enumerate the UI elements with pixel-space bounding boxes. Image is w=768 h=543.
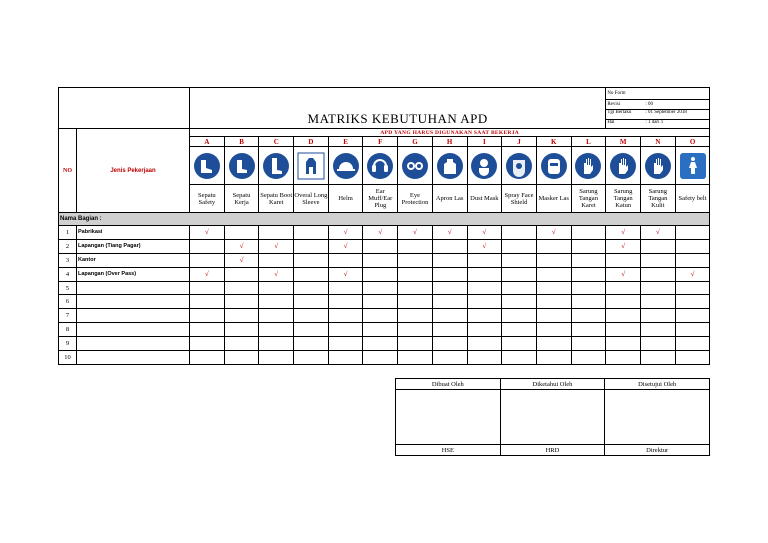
check-cell: √ xyxy=(398,226,433,240)
check-cell xyxy=(641,253,676,267)
check-cell xyxy=(294,239,329,253)
check-cell xyxy=(294,281,329,295)
row-number: 10 xyxy=(59,351,77,365)
check-cell xyxy=(675,337,710,351)
check-cell xyxy=(398,253,433,267)
check-cell xyxy=(502,337,537,351)
table-row xyxy=(59,226,710,240)
icon-cell xyxy=(190,147,225,185)
job-name: Pabrikasi xyxy=(77,226,190,240)
check-cell xyxy=(328,253,363,267)
check-cell xyxy=(398,323,433,337)
check-cell xyxy=(536,295,571,309)
check-cell xyxy=(536,337,571,351)
check-cell xyxy=(675,351,710,365)
check-cell xyxy=(259,281,294,295)
check-cell xyxy=(502,281,537,295)
check-cell xyxy=(467,309,502,323)
check-cell xyxy=(467,337,502,351)
meta-label: Revisi xyxy=(607,102,621,107)
signature-space xyxy=(605,390,710,445)
column-letter: D xyxy=(294,137,329,147)
check-cell xyxy=(294,323,329,337)
job-name xyxy=(77,351,190,365)
check-cell xyxy=(398,309,433,323)
check-cell xyxy=(224,309,259,323)
column-letter: J xyxy=(502,137,537,147)
check-cell xyxy=(675,309,710,323)
icon-cell xyxy=(675,147,710,185)
table-row xyxy=(59,337,710,351)
section-label: Nama Bagian : xyxy=(59,213,710,226)
signature-space xyxy=(396,390,501,445)
check-cell xyxy=(502,351,537,365)
check-cell xyxy=(606,309,641,323)
check-cell xyxy=(502,309,537,323)
check-cell xyxy=(294,295,329,309)
check-cell xyxy=(675,239,710,253)
rubber-glove-icon xyxy=(573,151,603,181)
check-cell: √ xyxy=(536,226,571,240)
icon-cell xyxy=(606,147,641,185)
row-number: 5 xyxy=(59,281,77,295)
helmet-icon xyxy=(331,151,361,181)
apd-name: Masker Las xyxy=(536,185,571,213)
check-cell xyxy=(641,351,676,365)
icon-cell xyxy=(502,147,537,185)
check-cell xyxy=(641,323,676,337)
check-cell: √ xyxy=(363,226,398,240)
apd-name: Ear Muff/Ear Plug xyxy=(363,185,398,213)
apd-name: Apron Las xyxy=(432,185,467,213)
check-cell xyxy=(432,267,467,281)
no-header: NO xyxy=(59,129,77,213)
table-row xyxy=(59,295,710,309)
check-cell xyxy=(259,323,294,337)
signature-name: HRD xyxy=(500,445,605,456)
check-cell xyxy=(190,351,225,365)
column-letter: G xyxy=(398,137,433,147)
check-cell xyxy=(432,281,467,295)
icon-cell xyxy=(536,147,571,185)
check-cell xyxy=(502,253,537,267)
check-cell xyxy=(224,267,259,281)
meta-value: : 01 September 2018 xyxy=(645,110,687,115)
check-cell: √ xyxy=(467,226,502,240)
check-cell xyxy=(641,309,676,323)
check-cell xyxy=(224,323,259,337)
row-number: 9 xyxy=(59,337,77,351)
check-cell xyxy=(363,253,398,267)
meta-label: Tgl Berlaku xyxy=(607,110,632,115)
check-cell xyxy=(467,351,502,365)
check-cell: √ xyxy=(675,267,710,281)
check-cell xyxy=(363,351,398,365)
work-shoe-icon xyxy=(227,151,257,181)
safety-belt-icon xyxy=(678,151,708,181)
job-name xyxy=(77,323,190,337)
check-cell: √ xyxy=(606,267,641,281)
check-cell xyxy=(571,281,606,295)
check-cell xyxy=(328,295,363,309)
meta-value: : 00 xyxy=(645,102,653,107)
check-cell xyxy=(467,267,502,281)
column-letter: I xyxy=(467,137,502,147)
check-cell: √ xyxy=(606,226,641,240)
check-cell xyxy=(294,337,329,351)
check-cell xyxy=(675,281,710,295)
check-cell xyxy=(190,309,225,323)
check-cell xyxy=(328,281,363,295)
check-cell xyxy=(363,239,398,253)
welding-apron-icon xyxy=(435,151,465,181)
check-cell xyxy=(259,253,294,267)
apd-name: Sarung Tangan Kulit xyxy=(641,185,676,213)
meta-label: Hal xyxy=(607,120,615,125)
check-cell xyxy=(224,281,259,295)
check-cell: √ xyxy=(467,239,502,253)
job-name: Lapangan (Tiang Pagar) xyxy=(77,239,190,253)
check-cell xyxy=(398,281,433,295)
row-number: 8 xyxy=(59,323,77,337)
apd-name: Sepatu Kerja xyxy=(224,185,259,213)
check-cell xyxy=(363,295,398,309)
icon-cell xyxy=(571,147,606,185)
check-cell xyxy=(259,309,294,323)
check-cell xyxy=(432,309,467,323)
meta-row xyxy=(606,100,710,110)
check-cell xyxy=(259,295,294,309)
leather-glove-icon xyxy=(643,151,673,181)
check-cell xyxy=(502,323,537,337)
table-row xyxy=(59,267,710,281)
icon-cell xyxy=(328,147,363,185)
icon-cell xyxy=(294,147,329,185)
cotton-glove-icon xyxy=(608,151,638,181)
signature-name: Direktur xyxy=(605,445,710,456)
check-cell xyxy=(536,351,571,365)
column-letter: E xyxy=(328,137,363,147)
check-cell: √ xyxy=(606,239,641,253)
table-row xyxy=(59,281,710,295)
rubber-boot-icon xyxy=(261,151,291,181)
row-number: 7 xyxy=(59,309,77,323)
check-cell xyxy=(294,309,329,323)
check-cell xyxy=(398,295,433,309)
apd-name: Safety belt xyxy=(675,185,710,213)
meta-row xyxy=(606,110,709,120)
check-cell xyxy=(467,281,502,295)
check-cell xyxy=(328,337,363,351)
welding-mask-icon xyxy=(539,151,569,181)
job-name xyxy=(77,309,190,323)
check-cell xyxy=(259,226,294,240)
icon-cell xyxy=(641,147,676,185)
check-cell xyxy=(190,295,225,309)
job-name xyxy=(77,295,190,309)
apd-name: Helm xyxy=(328,185,363,213)
check-cell xyxy=(536,323,571,337)
job-header: Jenis Pekerjaan xyxy=(77,129,190,213)
column-letter: M xyxy=(606,137,641,147)
check-cell xyxy=(502,267,537,281)
column-letter: O xyxy=(675,137,710,147)
check-cell xyxy=(467,323,502,337)
signature-title: Diketahui Oleh xyxy=(500,379,605,390)
check-cell xyxy=(294,226,329,240)
check-cell xyxy=(641,239,676,253)
check-cell xyxy=(641,281,676,295)
check-cell xyxy=(363,281,398,295)
check-cell xyxy=(398,267,433,281)
check-cell xyxy=(571,267,606,281)
meta-row xyxy=(606,120,709,128)
face-shield-icon xyxy=(504,151,534,181)
check-cell xyxy=(536,309,571,323)
icon-cell xyxy=(398,147,433,185)
icon-cell xyxy=(467,147,502,185)
check-cell xyxy=(398,239,433,253)
check-cell xyxy=(675,253,710,267)
apd-name: Sarung Tangan Karet xyxy=(571,185,606,213)
column-letter: B xyxy=(224,137,259,147)
check-cell xyxy=(398,351,433,365)
check-cell xyxy=(190,323,225,337)
row-number: 3 xyxy=(59,253,77,267)
check-cell xyxy=(467,295,502,309)
apd-subtitle: APD YANG HARUS DIGUNAKAN SAAT BEKERJA xyxy=(190,129,710,137)
apd-matrix-table xyxy=(58,87,710,365)
check-cell xyxy=(259,351,294,365)
column-letter: H xyxy=(432,137,467,147)
check-cell xyxy=(571,253,606,267)
table-row xyxy=(59,323,710,337)
logo-cell xyxy=(59,88,190,129)
apd-name: Overal Long Sleeve xyxy=(294,185,329,213)
check-cell xyxy=(363,267,398,281)
check-cell xyxy=(328,323,363,337)
table-row xyxy=(59,253,710,267)
row-number: 6 xyxy=(59,295,77,309)
ear-muff-icon xyxy=(365,151,395,181)
check-cell: √ xyxy=(259,239,294,253)
page-title: MATRIKS KEBUTUHAN APD xyxy=(190,110,606,129)
check-cell xyxy=(606,337,641,351)
column-letter: A xyxy=(190,137,225,147)
check-cell xyxy=(606,351,641,365)
icon-cell xyxy=(259,147,294,185)
check-cell xyxy=(606,281,641,295)
row-number: 2 xyxy=(59,239,77,253)
check-cell: √ xyxy=(259,267,294,281)
check-cell xyxy=(571,295,606,309)
check-cell xyxy=(571,351,606,365)
check-cell xyxy=(675,226,710,240)
check-cell xyxy=(224,295,259,309)
check-cell xyxy=(432,239,467,253)
check-cell xyxy=(398,337,433,351)
safety-shoe-icon xyxy=(192,151,222,181)
meta-value: : 1 dari 1 xyxy=(645,120,664,125)
column-letter: N xyxy=(641,137,676,147)
job-name xyxy=(77,281,190,295)
meta-block xyxy=(606,110,710,129)
job-name xyxy=(77,337,190,351)
signature-space xyxy=(500,390,605,445)
title-top-cell xyxy=(190,88,606,100)
job-name: Kantor xyxy=(77,253,190,267)
title-mid-cell xyxy=(190,100,606,110)
table-row xyxy=(59,351,710,365)
row-number: 4 xyxy=(59,267,77,281)
check-cell: √ xyxy=(328,239,363,253)
check-cell xyxy=(536,267,571,281)
check-cell: √ xyxy=(224,239,259,253)
check-cell xyxy=(432,337,467,351)
check-cell xyxy=(536,281,571,295)
check-cell xyxy=(294,253,329,267)
column-letter: L xyxy=(571,137,606,147)
check-cell xyxy=(432,351,467,365)
icon-cell xyxy=(363,147,398,185)
check-cell xyxy=(190,281,225,295)
column-letter: C xyxy=(259,137,294,147)
apd-name: Spray Face Shield xyxy=(502,185,537,213)
signature-name: HSE xyxy=(396,445,501,456)
check-cell xyxy=(363,309,398,323)
apd-name: Sarung Tangan Katun xyxy=(606,185,641,213)
check-cell: √ xyxy=(641,226,676,240)
check-cell xyxy=(502,239,537,253)
column-letter: F xyxy=(363,137,398,147)
icon-cell xyxy=(432,147,467,185)
check-cell xyxy=(190,239,225,253)
meta-row xyxy=(606,88,710,100)
apd-name: Dust Mask xyxy=(467,185,502,213)
signature-title: Dibuat Oleh xyxy=(396,379,501,390)
apd-name: Sepatu Safety xyxy=(190,185,225,213)
check-cell xyxy=(502,295,537,309)
check-cell xyxy=(571,226,606,240)
dust-mask-icon xyxy=(469,151,499,181)
check-cell xyxy=(363,323,398,337)
check-cell: √ xyxy=(328,267,363,281)
check-cell xyxy=(675,323,710,337)
table-row xyxy=(59,309,710,323)
column-letter: K xyxy=(536,137,571,147)
check-cell xyxy=(190,337,225,351)
check-cell xyxy=(571,309,606,323)
icon-cell xyxy=(224,147,259,185)
check-cell xyxy=(432,295,467,309)
check-cell xyxy=(224,351,259,365)
signature-table xyxy=(395,378,710,456)
check-cell xyxy=(571,323,606,337)
check-cell xyxy=(641,337,676,351)
check-cell: √ xyxy=(432,226,467,240)
check-cell xyxy=(328,309,363,323)
check-cell xyxy=(502,226,537,240)
coverall-icon xyxy=(296,151,326,181)
check-cell xyxy=(606,295,641,309)
check-cell: √ xyxy=(190,267,225,281)
check-cell xyxy=(294,351,329,365)
check-cell xyxy=(363,337,398,351)
check-cell xyxy=(536,253,571,267)
check-cell: √ xyxy=(328,226,363,240)
check-cell xyxy=(328,351,363,365)
check-cell xyxy=(571,337,606,351)
check-cell xyxy=(224,337,259,351)
check-cell xyxy=(294,267,329,281)
apd-name: Sepatu Boot Karet xyxy=(259,185,294,213)
check-cell: √ xyxy=(190,226,225,240)
check-cell xyxy=(606,323,641,337)
check-cell xyxy=(432,253,467,267)
check-cell xyxy=(190,253,225,267)
table-row xyxy=(59,239,710,253)
signature-title: Disetujui Oleh xyxy=(605,379,710,390)
apd-name: Eye Protection xyxy=(398,185,433,213)
check-cell xyxy=(536,239,571,253)
goggles-icon xyxy=(400,151,430,181)
check-cell xyxy=(606,253,641,267)
check-cell: √ xyxy=(224,253,259,267)
job-name: Lapangan (Over Pass) xyxy=(77,267,190,281)
check-cell xyxy=(641,295,676,309)
meta-label: No Form xyxy=(607,91,626,96)
check-cell xyxy=(571,239,606,253)
check-cell xyxy=(467,253,502,267)
check-cell xyxy=(432,323,467,337)
check-cell xyxy=(641,267,676,281)
check-cell xyxy=(675,295,710,309)
row-number: 1 xyxy=(59,226,77,240)
check-cell xyxy=(224,226,259,240)
check-cell xyxy=(259,337,294,351)
